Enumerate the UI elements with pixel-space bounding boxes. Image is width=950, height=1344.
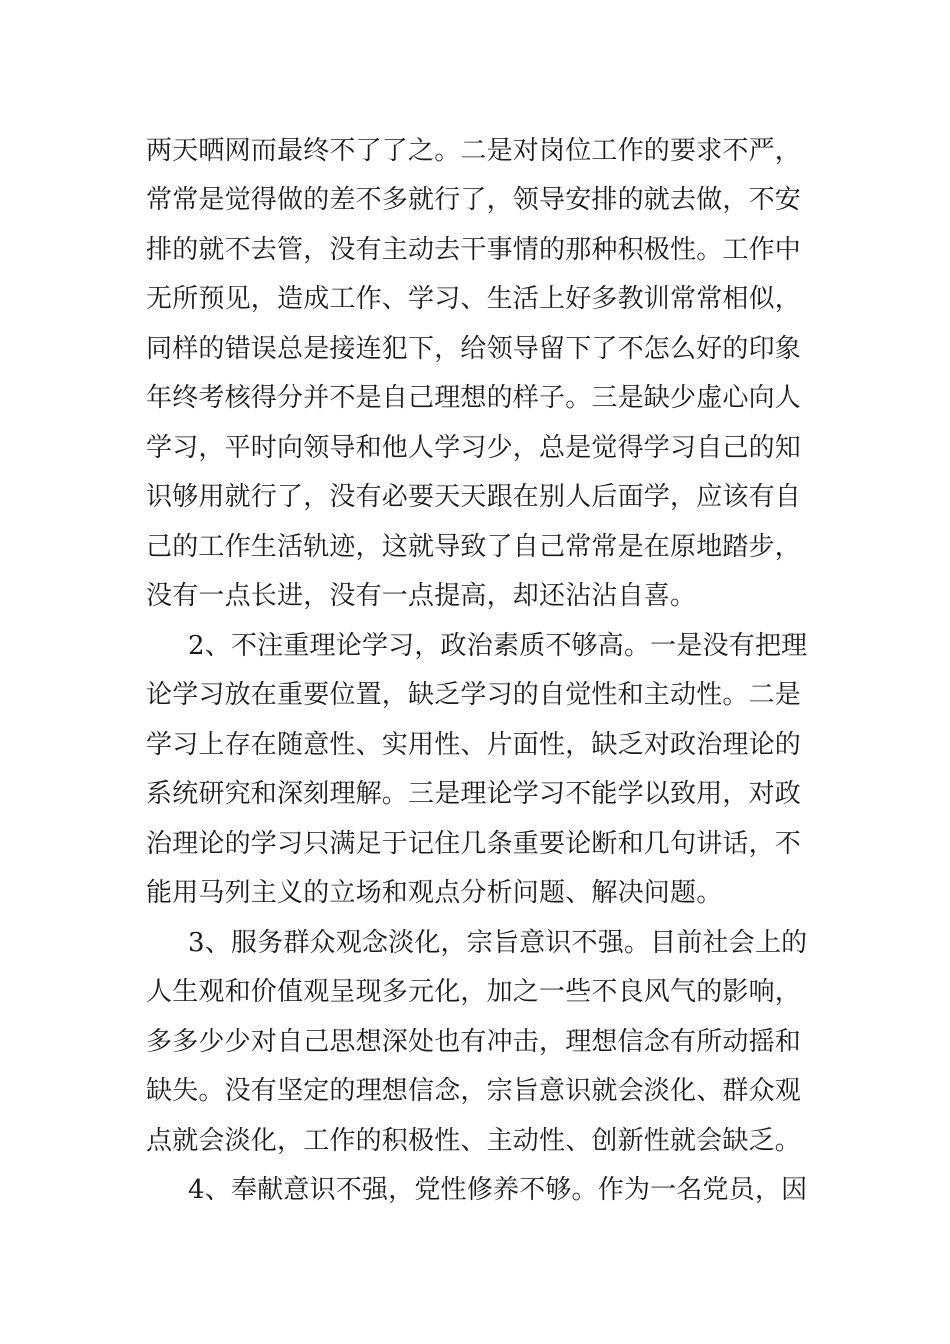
paragraph-3-heading-line: 3、服务群众观念淡化，宗旨意识不强。目前社会上的	[188, 928, 808, 958]
text-line: 无所预见，造成工作、学习、生活上好多教训常常相似，	[146, 284, 802, 314]
text-line: 排的就不去管，没有主动去干事情的那种积极性。工作中	[146, 235, 802, 265]
text-line: 同样的错误总是接连犯下，给领导留下了不怎么好的印象	[146, 334, 802, 364]
text-line: 缺失。没有坚定的理想信念，宗旨意识就会淡化、群众观	[146, 1076, 802, 1106]
text-line: 人生观和价值观呈现多元化，加之一些不良风气的影响，	[146, 977, 802, 1007]
text-line: 学习上存在随意性、实用性、片面性，缺乏对政治理论的	[146, 730, 802, 760]
text-line: 没有一点长进，没有一点提高，却还沾沾自喜。	[146, 581, 697, 611]
text-line: 年终考核得分并不是自己理想的样子。三是缺少虚心向人	[146, 383, 802, 413]
paragraph-4-heading-line: 4、奉献意识不强，党性修养不够。作为一名党员，因	[188, 1175, 808, 1205]
text-line: 常常是觉得做的差不多就行了，领导安排的就去做，不安	[146, 185, 802, 215]
text-line: 能用马列主义的立场和观点分析问题、解决问题。	[146, 878, 723, 908]
text-line: 识够用就行了，没有必要天天跟在别人后面学，应该有自	[146, 482, 802, 512]
text-line: 己的工作生活轨迹，这就导致了自己常常是在原地踏步，	[146, 532, 802, 562]
text-line: 学习，平时向领导和他人学习少，总是觉得学习自己的知	[146, 433, 802, 463]
text-line: 系统研究和深刻理解。三是理论学习不能学以致用，对政	[146, 779, 802, 809]
text-line: 点就会淡化，工作的积极性、主动性、创新性就会缺乏。	[146, 1126, 802, 1156]
paragraph-2-heading-line: 2、不注重理论学习，政治素质不够高。一是没有把理	[188, 631, 808, 661]
text-line: 多多少少对自己思想深处也有冲击，理想信念有所动摇和	[146, 1027, 802, 1057]
text-line: 治理论的学习只满足于记住几条重要论断和几句讲话，不	[146, 829, 802, 859]
text-line: 论学习放在重要位置，缺乏学习的自觉性和主动性。二是	[146, 680, 802, 710]
text-line: 两天晒网而最终不了了之。二是对岗位工作的要求不严，	[146, 136, 802, 166]
